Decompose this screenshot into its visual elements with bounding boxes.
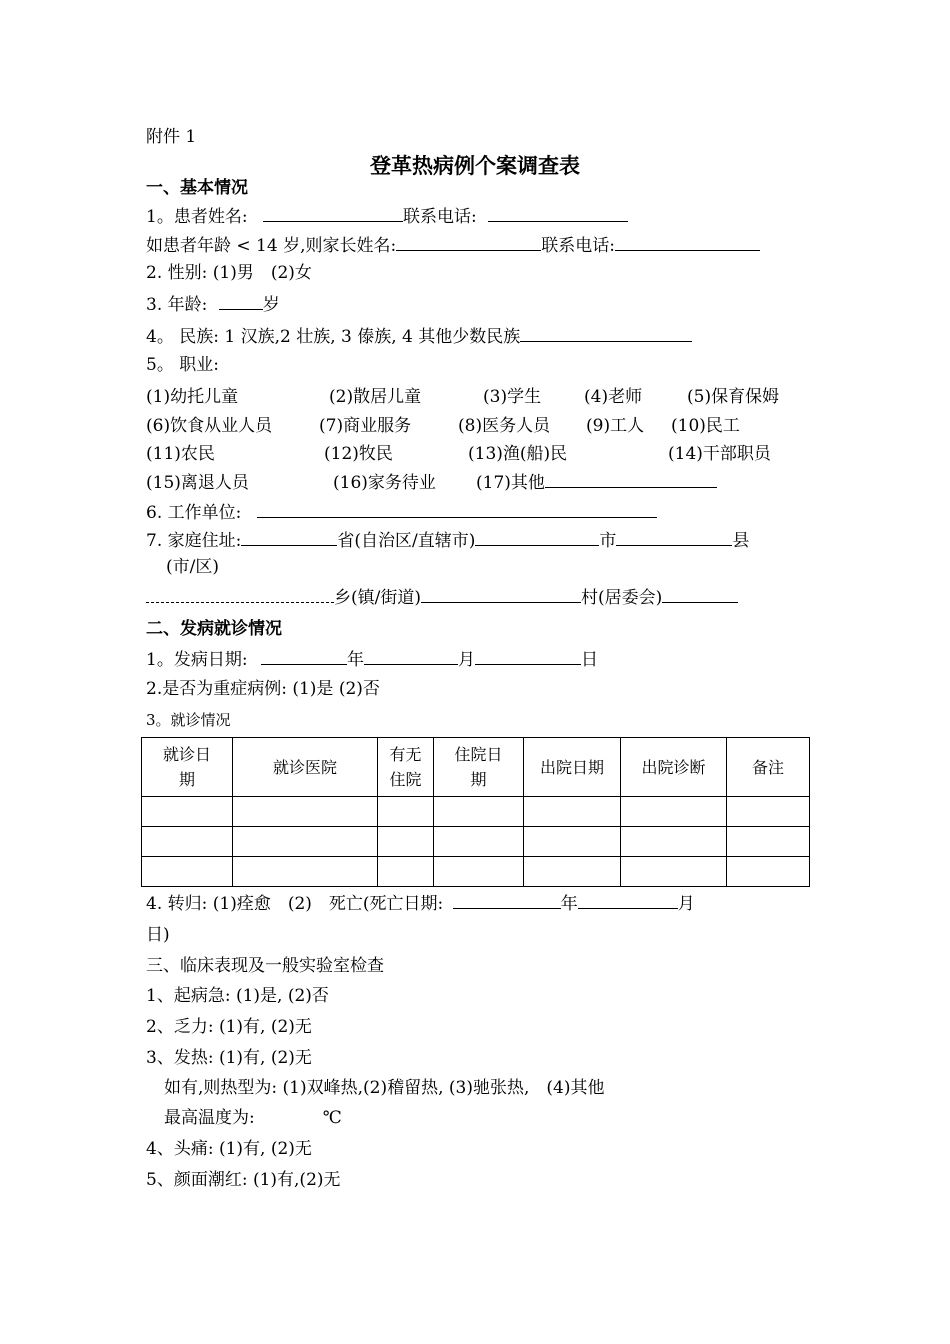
outcome-row (146, 892, 695, 914)
table-cell[interactable] (142, 797, 233, 827)
discharge-diagnosis-header: 出院诊断 (621, 738, 727, 797)
table-cell[interactable] (233, 827, 378, 857)
death-year-label: 年 (560, 894, 578, 914)
occupation-option[interactable]: (7)商业服务 (319, 416, 412, 436)
onset-year-label: 年 (346, 650, 364, 670)
occupation-other-row (476, 468, 717, 493)
visits-label: 3。就诊情况 (146, 711, 231, 729)
county-label: 县 (732, 531, 750, 551)
hospital-header: 就诊医院 (233, 738, 378, 797)
onset-year-field[interactable] (261, 648, 347, 665)
fatigue-row[interactable]: 2、乏力: (1)有, (2)无 (146, 1017, 312, 1037)
table-cell[interactable] (621, 827, 727, 857)
occupation-label: 5。 职业: (146, 355, 219, 375)
table-cell[interactable] (727, 797, 810, 827)
table-cell[interactable] (727, 827, 810, 857)
ethnicity-other-field[interactable] (520, 325, 692, 342)
county-field[interactable] (616, 529, 732, 546)
table-cell[interactable] (142, 827, 233, 857)
guardian-phone-field[interactable] (615, 234, 760, 251)
township-field[interactable] (146, 586, 334, 603)
workplace-field[interactable] (257, 501, 657, 518)
onset-date-label: 1。发病日期: (146, 650, 248, 670)
table-cell[interactable] (434, 797, 524, 827)
onset-day-field[interactable] (475, 648, 581, 665)
form-title: 登革热病例个案调查表 (370, 153, 580, 178)
table-cell[interactable] (621, 857, 727, 887)
remarks-header: 备注 (727, 738, 810, 797)
max-temperature-row[interactable]: 最高温度为: ℃ (164, 1108, 342, 1128)
table-cell[interactable] (378, 797, 434, 827)
occupation-other-field[interactable] (545, 471, 717, 488)
hospitalized-header: 有无住院 (378, 738, 434, 797)
section-onset-heading: 二、发病就诊情况 (146, 619, 282, 639)
table-cell[interactable] (524, 797, 621, 827)
admission-date-header: 住院日期 (434, 738, 524, 797)
patient-name-label: 1。患者姓名: (146, 207, 248, 227)
city-field[interactable] (475, 529, 599, 546)
age-unit: 岁 (262, 295, 280, 315)
occupation-option[interactable]: (1)幼托儿童 (146, 387, 239, 407)
occupation-option[interactable]: (8)医务人员 (458, 416, 551, 436)
fever-type-row[interactable]: 如有,则热型为: (1)双峰热,(2)稽留热, (3)驰张热, (4)其他 (164, 1078, 605, 1098)
age-field[interactable] (219, 293, 263, 310)
table-cell[interactable] (524, 857, 621, 887)
death-month-label: 月 (677, 894, 695, 914)
discharge-date-header: 出院日期 (524, 738, 621, 797)
section-basic-info-heading: 一、基本情况 (146, 178, 248, 198)
visit-table (141, 737, 810, 887)
patient-phone-label: 联系电话: (402, 207, 477, 227)
village-field[interactable] (421, 586, 581, 603)
county-cont-label: (市/区) (166, 557, 219, 577)
sex-row[interactable]: 2. 性别: (1)男 (2)女 (146, 263, 312, 283)
guardian-row (146, 234, 760, 256)
occupation-option[interactable]: (14)干部职员 (668, 444, 771, 464)
occupation-option[interactable]: (11)农民 (146, 444, 215, 464)
address-label: 7. 家庭住址: (146, 531, 242, 551)
onset-month-field[interactable] (364, 648, 458, 665)
table-cell[interactable] (621, 797, 727, 827)
province-field[interactable] (241, 529, 337, 546)
headache-row[interactable]: 4、头痛: (1)有, (2)无 (146, 1139, 312, 1159)
table-row (142, 857, 810, 887)
table-cell[interactable] (378, 827, 434, 857)
table-row (142, 827, 810, 857)
township-row (146, 586, 738, 608)
visit-table-header (142, 738, 810, 797)
table-cell[interactable] (142, 857, 233, 887)
workplace-row (146, 501, 657, 523)
facial-flush-row[interactable]: 5、颜面潮红: (1)有,(2)无 (146, 1170, 341, 1190)
table-cell[interactable] (378, 857, 434, 887)
province-label: 省(自治区/直辖市) (337, 531, 476, 551)
death-day-label: 日) (146, 925, 170, 945)
onset-day-label: 日 (580, 650, 598, 670)
table-cell[interactable] (434, 857, 524, 887)
occupation-option[interactable]: (4)老师 (584, 387, 643, 407)
table-row (142, 797, 810, 827)
village-label: 村(居委会) (581, 588, 663, 608)
city-label: 市 (599, 531, 617, 551)
acute-onset-row[interactable]: 1、起病急: (1)是, (2)否 (146, 986, 329, 1006)
workplace-label: 6. 工作单位: (146, 503, 242, 523)
attachment-label: 附件 1 (146, 127, 197, 147)
patient-name-row (146, 205, 628, 227)
occupation-option[interactable]: (12)牧民 (324, 444, 393, 464)
guardian-phone-label: 联系电话: (541, 236, 615, 256)
occupation-option[interactable]: (9)工人 (586, 416, 645, 436)
age-label: 3. 年龄: (146, 295, 208, 315)
patient-phone-field[interactable] (488, 205, 628, 222)
occupation-option[interactable]: (6)饮食从业人员 (146, 416, 273, 436)
age-row (146, 293, 280, 315)
onset-month-label: 月 (457, 650, 475, 670)
guardian-name-label: 如患者年龄 < 14 岁,则家长姓名: (146, 236, 397, 256)
section-clinical-heading: 三、临床表现及一般实验室检查 (146, 956, 384, 976)
onset-date-row (146, 648, 598, 670)
death-month-field[interactable] (578, 892, 678, 909)
death-year-field[interactable] (453, 892, 561, 909)
table-cell[interactable] (727, 857, 810, 887)
township-label: 乡(镇/街道) (334, 588, 421, 608)
occupation-option[interactable]: (2)散居儿童 (329, 387, 422, 407)
occupation-option[interactable]: (15)离退人员 (146, 473, 249, 493)
table-cell[interactable] (233, 857, 378, 887)
address-row (146, 529, 749, 551)
occupation-option[interactable]: (17)其他 (476, 473, 545, 493)
outcome-label[interactable]: 4. 转归: (1)痊愈 (2) 死亡(死亡日期: (146, 894, 444, 914)
occupation-option[interactable]: (16)家务待业 (333, 473, 436, 493)
fever-row[interactable]: 3、发热: (1)有, (2)无 (146, 1048, 312, 1068)
village-committee-field[interactable] (662, 586, 738, 603)
occupation-option[interactable]: (10)民工 (671, 416, 740, 436)
occupation-option[interactable]: (5)保育保姆 (687, 387, 780, 407)
ethnicity-row (146, 325, 692, 347)
occupation-option[interactable]: (13)渔(船)民 (468, 444, 568, 464)
ethnicity-label[interactable]: 4。 民族: 1 汉族,2 壮族, 3 傣族, 4 其他少数民族 (146, 327, 521, 347)
table-cell[interactable] (434, 827, 524, 857)
visit-date-header: 就诊日期 (142, 738, 233, 797)
table-cell[interactable] (524, 827, 621, 857)
patient-name-field[interactable] (263, 205, 403, 222)
severe-case-row[interactable]: 2.是否为重症病例: (1)是 (2)否 (146, 679, 380, 699)
occupation-option[interactable]: (3)学生 (483, 387, 542, 407)
guardian-name-field[interactable] (396, 234, 541, 251)
table-cell[interactable] (233, 797, 378, 827)
